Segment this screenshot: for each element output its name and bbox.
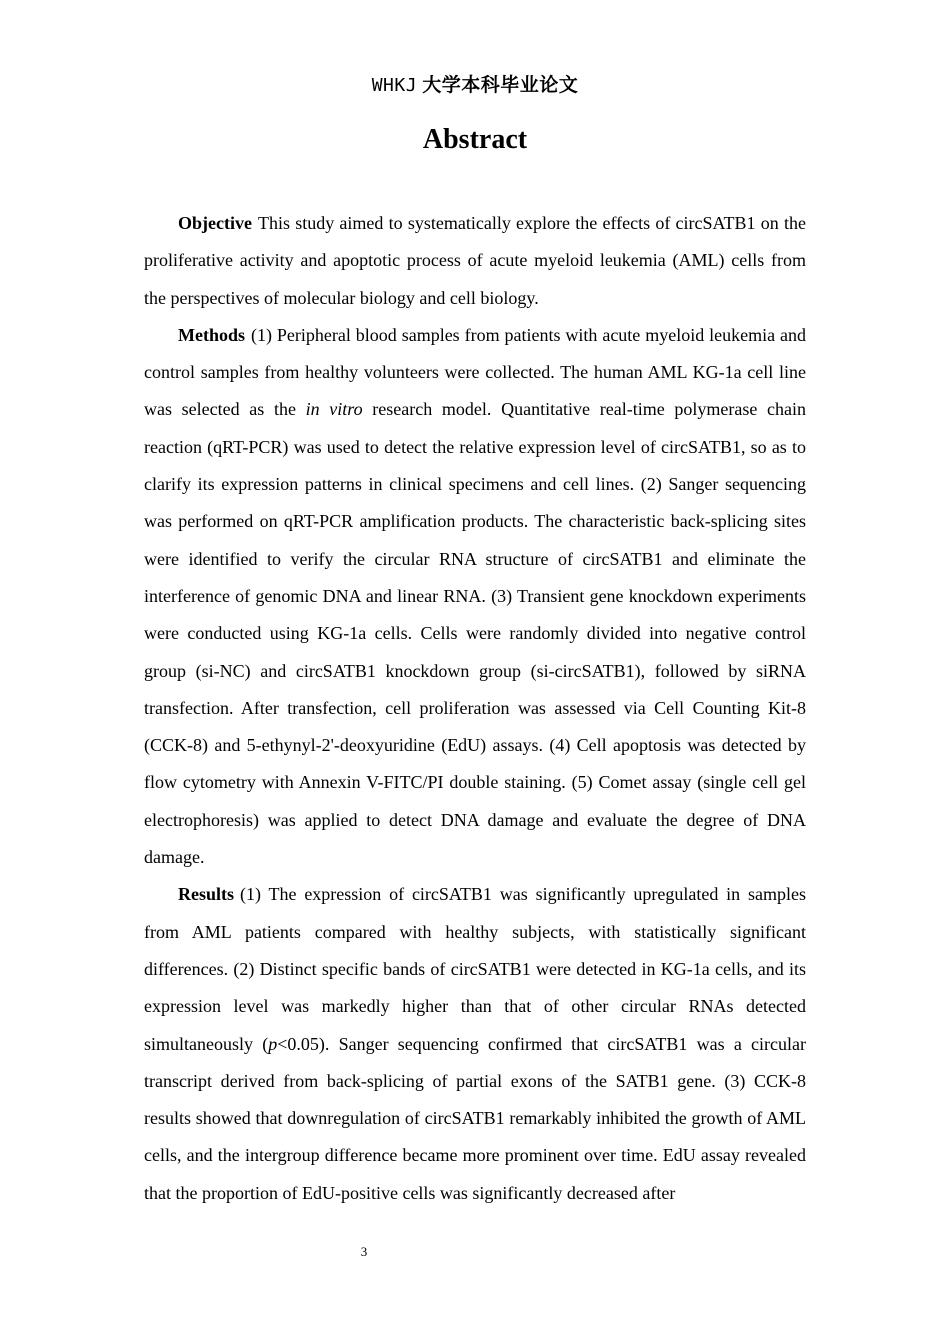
objective-label: Objective	[178, 213, 252, 233]
results-paragraph	[144, 876, 806, 1212]
abstract-body	[144, 205, 806, 1212]
page-title: Abstract	[422, 124, 528, 155]
results-text-part-2: <0.05). Sanger sequencing confirmed that circSATB1 was a circular transcript derived from back-splicing of partial exons of the SATB1 gene. (3) CCK-8 results showed that downregulation of circSATB1 remarkably inhibited the growth of AML cells, and the intergroup difference became more prominent over time. EdU assay revealed that the proportion of EdU-positive cells was significantly decreased after	[144, 1033, 806, 1203]
objective-paragraph	[144, 205, 806, 317]
results-italic-p: p	[268, 1033, 278, 1054]
running-header	[0, 72, 950, 99]
methods-text-part-2: research model. Quantitative real-time polymerase chain reaction (qRT-PCR) was used to detect the relative expression level of circSATB1, so as to clarify its expression patterns in clinical specimens and cell lines. (2) Sanger sequencing was performed on qRT-PCR amplification products. The characteristic back-splicing sites were identified to verify the circular RNA structure of circSATB1 and eliminate the interference of genomic DNA and linear RNA. (3) Transient gene knockdown experiments were conducted using KG-1a cells. Cells were randomly divided into negative control group (si-NC) and circSATB1 knockdown group (si-circSATB1), followed by siRNA transfection. After transfection, cell proliferation was assessed via Cell Counting Kit-8 (CCK-8) and 5-ethynyl-2'-deoxyuridine (EdU) assays. (4) Cell apoptosis was detected by flow cytometry with Annexin V-FITC/PI double staining. (5) Comet assay (single cell gel electrophoresis) was applied to detect DNA damage and evaluate the degree of DNA damage.	[144, 399, 806, 868]
results-label: Results	[178, 884, 235, 905]
methods-italic-term: in vitro	[305, 399, 363, 420]
header-cjk-text: 大学本科毕业论文	[422, 74, 579, 96]
page-number: 3	[360, 1244, 368, 1259]
methods-text-part-1: (1) Peripheral blood samples from patients with acute myeloid leukemia and control samples from healthy volunteers were collected. The human AML KG-1a cell line was selected as the	[144, 324, 806, 420]
results-text-part-1: (1) The expression of circSATB1 was significantly upregulated in samples from AML patients compared with healthy subjects, with statistically significant differences. (2) Distinct specific bands of circSATB1 were detected in KG-1a cells, and its expression level was markedly higher than that of other circular RNAs detected simultaneously (	[144, 884, 806, 1054]
methods-paragraph	[144, 317, 806, 876]
header-latin-text: WHKJ	[371, 75, 418, 96]
methods-label: Methods	[178, 324, 245, 345]
objective-text: This study aimed to systematically explore the effects of circSATB1 on the proliferative activity and apoptotic process of acute myeloid leukemia (AML) cells from the perspectives of molecular biology and cell biology.	[144, 213, 806, 308]
